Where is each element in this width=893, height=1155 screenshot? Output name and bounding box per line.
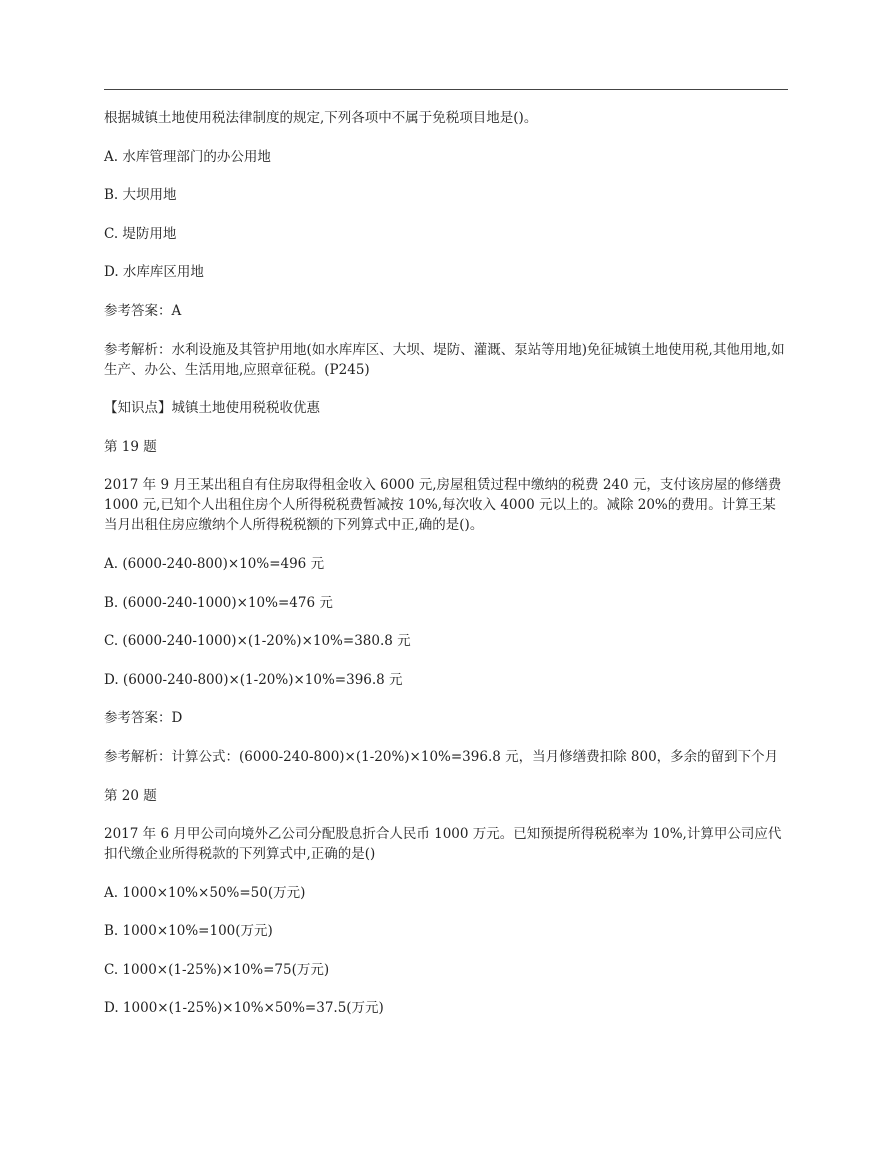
q19-analysis: 参考解析：计算公式：(6000-240-800)×(1-20%)×10%=396.8 元，当月修缮费扣除 800，多余的留到下个月 — [104, 748, 779, 765]
q18-option-c: C. 堤防用地 — [104, 225, 177, 242]
q20-number: 第 20 题 — [104, 787, 157, 804]
q18-option-d: D. 水库库区用地 — [104, 264, 204, 281]
q19-option-c: C. (6000-240-1000)×(1-20%)×10%=380.8 元 — [104, 633, 411, 650]
q18-option-b: B. 大坝用地 — [104, 187, 177, 204]
q20-option-a: A. 1000×10%×50%=50(万元) — [104, 884, 306, 901]
q19-answer: 参考答案：D — [104, 710, 183, 727]
q19-option-b: B. (6000-240-1000)×10%=476 元 — [104, 594, 333, 611]
q18-analysis: 参考解析：水利设施及其管护用地(如水库库区、大坝、堤防、灌溉、泵站等用地)免征城镇土地使用税,其他用地,如生产、办公、生活用地,应照章征税。(P245) — [104, 341, 785, 378]
q18-stem: 根据城镇土地使用税法律制度的规定,下列各项中不属于免税项目地是()。 — [104, 110, 538, 126]
q19-stem: 2017 年 9 月王某出租自有住房取得租金收入 6000 元,房屋租赁过程中缴纳的税费 240 元，支付该房屋的修缮费 1000 元,已知个人出租住房个人所得税税费暂减按 10%,每次收入 4000 元以上的。减除 20%的费用。计算王某当月出租住房应缴纳个人所得税税额的下列算式中正,确的是()。 — [104, 477, 782, 534]
q20-stem: 2017 年 6 月甲公司向境外乙公司分配股息折合人民币 1000 万元。已知预提所得税税率为 10%,计算甲公司应代扣代缴企业所得税款的下列算式中,正确的是() — [104, 826, 782, 863]
q20-option-c: C. 1000×(1-25%)×10%=75(万元) — [104, 961, 330, 978]
q20-option-d: D. 1000×(1-25%)×10%×50%=37.5(万元) — [104, 1000, 384, 1017]
q18-option-a: A. 水库管理部门的办公用地 — [104, 148, 271, 165]
q18-answer: 参考答案：A — [104, 302, 182, 319]
q19-number: 第 19 题 — [104, 438, 157, 455]
header-rule — [104, 89, 788, 90]
q19-option-a: A. (6000-240-800)×10%=496 元 — [104, 555, 325, 572]
q18-knowledge-point: 【知识点】城镇土地使用税税收优惠 — [104, 400, 320, 417]
q19-option-d: D. (6000-240-800)×(1-20%)×10%=396.8 元 — [104, 671, 403, 688]
document-body — [104, 108, 788, 1037]
q20-option-b: B. 1000×10%=100(万元) — [104, 923, 273, 940]
